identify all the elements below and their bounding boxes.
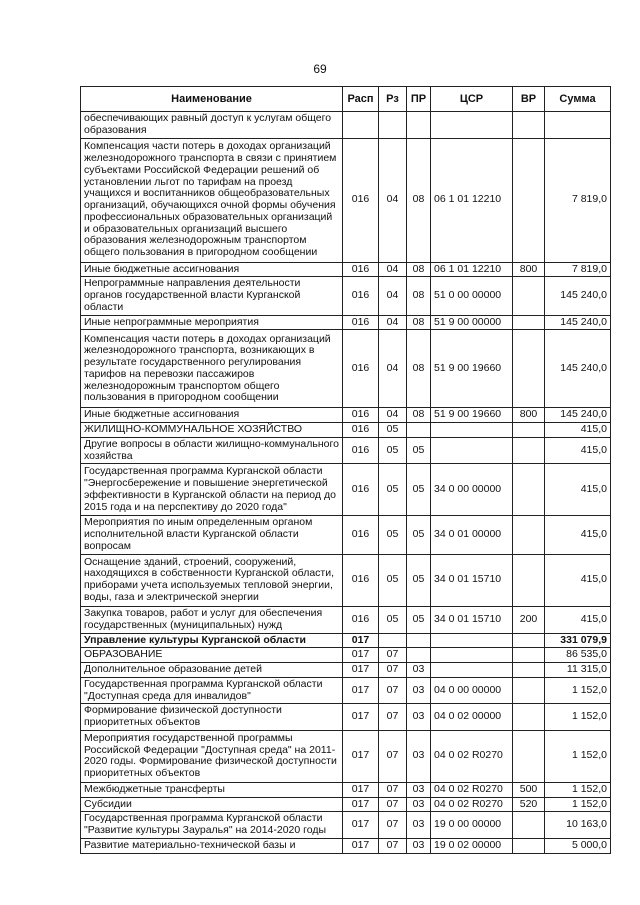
row-pr: 08 <box>407 277 431 315</box>
header-rz: Рз <box>379 87 407 112</box>
row-name: Дополнительное образование детей <box>81 663 343 678</box>
row-name: Формирование физической доступности приоритетных объектов <box>81 704 343 731</box>
row-rz: 05 <box>379 423 407 438</box>
row-csr: 34 0 01 00000 <box>431 516 513 554</box>
row-name: Субсидии <box>81 797 343 812</box>
table-header-row <box>81 87 611 112</box>
row-sum: 1 152,0 <box>545 677 611 704</box>
table-row <box>81 464 611 516</box>
row-vr <box>513 677 545 704</box>
row-sum: 145 240,0 <box>545 408 611 423</box>
row-name: Межбюджетные трансферты <box>81 782 343 797</box>
row-rasp: 017 <box>343 812 379 839</box>
page-number: 69 <box>313 62 327 76</box>
row-pr: 03 <box>407 812 431 839</box>
row-rz: 05 <box>379 516 407 554</box>
row-rz: 05 <box>379 554 407 606</box>
row-vr <box>513 423 545 438</box>
table-row <box>81 138 611 262</box>
row-rasp: 016 <box>343 516 379 554</box>
row-rz: 04 <box>379 277 407 315</box>
row-rasp: 017 <box>343 782 379 797</box>
table-row <box>81 663 611 678</box>
row-sum <box>545 112 611 139</box>
table-row <box>81 516 611 554</box>
row-csr <box>431 633 513 648</box>
row-csr: 19 0 02 00000 <box>431 838 513 853</box>
table-row <box>81 782 611 797</box>
row-pr: 03 <box>407 730 431 782</box>
row-rasp: 016 <box>343 408 379 423</box>
row-sum: 7 819,0 <box>545 138 611 262</box>
row-rasp: 017 <box>343 838 379 853</box>
row-name: Компенсация части потерь в доходах организаций железнодорожного транспорта, возникающих в результате государственного регулирования тарифов на перевозки пассажиров железнодорожным транспортом общего пользования в пригородном сообщении <box>81 330 343 408</box>
header-rasp: Расп <box>343 87 379 112</box>
row-rz: 07 <box>379 838 407 853</box>
row-csr: 51 9 00 19660 <box>431 408 513 423</box>
row-name: обеспечивающих равный доступ к услугам общего образования <box>81 112 343 139</box>
row-name: Государственная программа Курганской области "Доступная среда для инвалидов" <box>81 677 343 704</box>
row-sum: 415,0 <box>545 516 611 554</box>
row-vr <box>513 812 545 839</box>
row-rz: 05 <box>379 464 407 516</box>
budget-table <box>80 86 611 854</box>
row-vr <box>513 315 545 330</box>
row-rasp: 017 <box>343 633 379 648</box>
row-sum: 145 240,0 <box>545 315 611 330</box>
row-rasp: 016 <box>343 277 379 315</box>
row-csr: 34 0 01 15710 <box>431 606 513 633</box>
row-name: Государственная программа Курганской области "Энергосбережение и повышение энергетической эффективности в Курганской области на период до 2015 года и на перспективу до 2020 года" <box>81 464 343 516</box>
row-rz: 07 <box>379 782 407 797</box>
row-vr: 520 <box>513 797 545 812</box>
row-pr <box>407 633 431 648</box>
row-pr: 03 <box>407 663 431 678</box>
header-vr: ВР <box>513 87 545 112</box>
table-row <box>81 437 611 464</box>
row-rasp: 017 <box>343 648 379 663</box>
row-csr: 34 0 00 00000 <box>431 464 513 516</box>
row-sum: 5 000,0 <box>545 838 611 853</box>
row-rz: 07 <box>379 730 407 782</box>
row-vr <box>513 330 545 408</box>
table-row <box>81 112 611 139</box>
row-pr: 08 <box>407 330 431 408</box>
header-sum: Сумма <box>545 87 611 112</box>
table-row <box>81 554 611 606</box>
row-csr: 04 0 02 R0270 <box>431 730 513 782</box>
row-vr <box>513 277 545 315</box>
row-rz: 04 <box>379 330 407 408</box>
row-csr: 19 0 00 00000 <box>431 812 513 839</box>
row-rz: 07 <box>379 663 407 678</box>
row-rasp: 016 <box>343 554 379 606</box>
table-row <box>81 423 611 438</box>
row-vr <box>513 704 545 731</box>
row-vr <box>513 554 545 606</box>
row-name: Иные бюджетные ассигнования <box>81 408 343 423</box>
row-rasp: 017 <box>343 704 379 731</box>
row-sum: 415,0 <box>545 554 611 606</box>
row-csr: 51 0 00 00000 <box>431 277 513 315</box>
row-rz: 07 <box>379 648 407 663</box>
row-vr <box>513 112 545 139</box>
row-pr: 05 <box>407 606 431 633</box>
row-rasp: 016 <box>343 437 379 464</box>
row-sum: 1 152,0 <box>545 782 611 797</box>
row-rasp: 017 <box>343 730 379 782</box>
row-csr: 34 0 01 15710 <box>431 554 513 606</box>
row-rasp: 016 <box>343 464 379 516</box>
table-row <box>81 633 611 648</box>
row-pr: 05 <box>407 437 431 464</box>
row-pr: 03 <box>407 782 431 797</box>
row-vr <box>513 516 545 554</box>
row-rasp: 017 <box>343 663 379 678</box>
row-vr <box>513 138 545 262</box>
table-row <box>81 797 611 812</box>
row-name: Компенсация части потерь в доходах организаций железнодорожного транспорта в связи с принятием субъектами Российской Федерации решений об установлении льгот по тарифам на проезд учащихся и воспитанников общеобразовательных организаций, обучающихся очной формы обучения профессиональных образовательных организаций и образовательных организаций высшего образования железнодорожным транспортом общего пользования в пригородном сообщении <box>81 138 343 262</box>
row-vr: 200 <box>513 606 545 633</box>
row-sum: 1 152,0 <box>545 797 611 812</box>
row-rz <box>379 112 407 139</box>
row-rasp <box>343 112 379 139</box>
row-vr: 800 <box>513 408 545 423</box>
row-sum: 331 079,9 <box>545 633 611 648</box>
row-rz: 04 <box>379 262 407 277</box>
row-name: Иные бюджетные ассигнования <box>81 262 343 277</box>
table-row <box>81 277 611 315</box>
row-pr: 03 <box>407 677 431 704</box>
table-row <box>81 262 611 277</box>
row-name: ЖИЛИЩНО-КОММУНАЛЬНОЕ ХОЗЯЙСТВО <box>81 423 343 438</box>
row-pr: 08 <box>407 408 431 423</box>
table-row <box>81 408 611 423</box>
row-vr <box>513 648 545 663</box>
row-sum: 10 163,0 <box>545 812 611 839</box>
row-pr: 05 <box>407 464 431 516</box>
table-row <box>81 704 611 731</box>
table-row <box>81 315 611 330</box>
row-name: Мероприятия по иным определенным органом исполнительной власти Курганской области вопросам <box>81 516 343 554</box>
table-row <box>81 330 611 408</box>
row-csr <box>431 648 513 663</box>
row-pr <box>407 648 431 663</box>
row-sum: 7 819,0 <box>545 262 611 277</box>
row-sum: 1 152,0 <box>545 730 611 782</box>
row-csr: 04 0 02 R0270 <box>431 782 513 797</box>
row-vr: 800 <box>513 262 545 277</box>
row-name: ОБРАЗОВАНИЕ <box>81 648 343 663</box>
row-rz: 07 <box>379 677 407 704</box>
row-name: Оснащение зданий, строений, сооружений, находящихся в собственности Курганской области, приборами учета используемых тепловой энергии, воды, газа и электрической энергии <box>81 554 343 606</box>
row-name: Другие вопросы в области жилищно-коммунального хозяйства <box>81 437 343 464</box>
row-name: Развитие материально-технической базы и <box>81 838 343 853</box>
row-rz: 04 <box>379 408 407 423</box>
row-vr <box>513 730 545 782</box>
row-pr: 08 <box>407 315 431 330</box>
row-csr <box>431 437 513 464</box>
row-rz: 07 <box>379 704 407 731</box>
row-rasp: 016 <box>343 262 379 277</box>
row-csr: 06 1 01 12210 <box>431 138 513 262</box>
row-rasp: 017 <box>343 677 379 704</box>
table-row <box>81 606 611 633</box>
row-csr: 04 0 00 00000 <box>431 677 513 704</box>
row-sum: 11 315,0 <box>545 663 611 678</box>
table-row <box>81 648 611 663</box>
row-csr: 51 9 00 00000 <box>431 315 513 330</box>
row-vr <box>513 437 545 464</box>
row-csr: 06 1 01 12210 <box>431 262 513 277</box>
row-rasp: 016 <box>343 423 379 438</box>
row-pr: 05 <box>407 516 431 554</box>
row-csr <box>431 112 513 139</box>
row-rasp: 017 <box>343 797 379 812</box>
row-sum: 415,0 <box>545 423 611 438</box>
row-pr: 03 <box>407 797 431 812</box>
row-rz: 05 <box>379 437 407 464</box>
row-pr: 08 <box>407 138 431 262</box>
table-row <box>81 677 611 704</box>
row-name: Мероприятия государственной программы Российской Федерации "Доступная среда" на 2011-2020 годы. Формирование физической доступности приоритетных объектов <box>81 730 343 782</box>
row-rasp: 016 <box>343 315 379 330</box>
row-rz: 04 <box>379 138 407 262</box>
row-name: Непрограммные направления деятельности органов государственной власти Курганской области <box>81 277 343 315</box>
row-sum: 1 152,0 <box>545 704 611 731</box>
row-pr <box>407 423 431 438</box>
row-sum: 145 240,0 <box>545 277 611 315</box>
row-vr: 500 <box>513 782 545 797</box>
table-row <box>81 812 611 839</box>
row-rasp: 016 <box>343 330 379 408</box>
table-row <box>81 838 611 853</box>
row-vr <box>513 464 545 516</box>
header-csr: ЦСР <box>431 87 513 112</box>
row-csr <box>431 663 513 678</box>
row-rasp: 016 <box>343 138 379 262</box>
row-sum: 145 240,0 <box>545 330 611 408</box>
row-sum: 415,0 <box>545 437 611 464</box>
row-vr <box>513 838 545 853</box>
row-name: Закупка товаров, работ и услуг для обеспечения государственных (муниципальных) нужд <box>81 606 343 633</box>
table-row <box>81 730 611 782</box>
row-name: Иные непрограммные мероприятия <box>81 315 343 330</box>
row-csr: 04 0 02 00000 <box>431 704 513 731</box>
row-sum: 86 535,0 <box>545 648 611 663</box>
row-csr: 51 9 00 19660 <box>431 330 513 408</box>
row-rz <box>379 633 407 648</box>
header-name: Наименование <box>81 87 343 112</box>
row-pr: 03 <box>407 838 431 853</box>
row-pr: 03 <box>407 704 431 731</box>
header-pr: ПР <box>407 87 431 112</box>
row-name: Управление культуры Курганской области <box>81 633 343 648</box>
row-vr <box>513 633 545 648</box>
row-name: Государственная программа Курганской области "Развитие культуры Зауралья" на 2014-2020 годы <box>81 812 343 839</box>
row-rz: 04 <box>379 315 407 330</box>
row-csr: 04 0 02 R0270 <box>431 797 513 812</box>
row-pr: 05 <box>407 554 431 606</box>
row-rz: 05 <box>379 606 407 633</box>
row-pr: 08 <box>407 262 431 277</box>
row-rasp: 016 <box>343 606 379 633</box>
row-vr <box>513 663 545 678</box>
row-sum: 415,0 <box>545 606 611 633</box>
row-rz: 07 <box>379 812 407 839</box>
row-rz: 07 <box>379 797 407 812</box>
row-pr <box>407 112 431 139</box>
row-sum: 415,0 <box>545 464 611 516</box>
row-csr <box>431 423 513 438</box>
